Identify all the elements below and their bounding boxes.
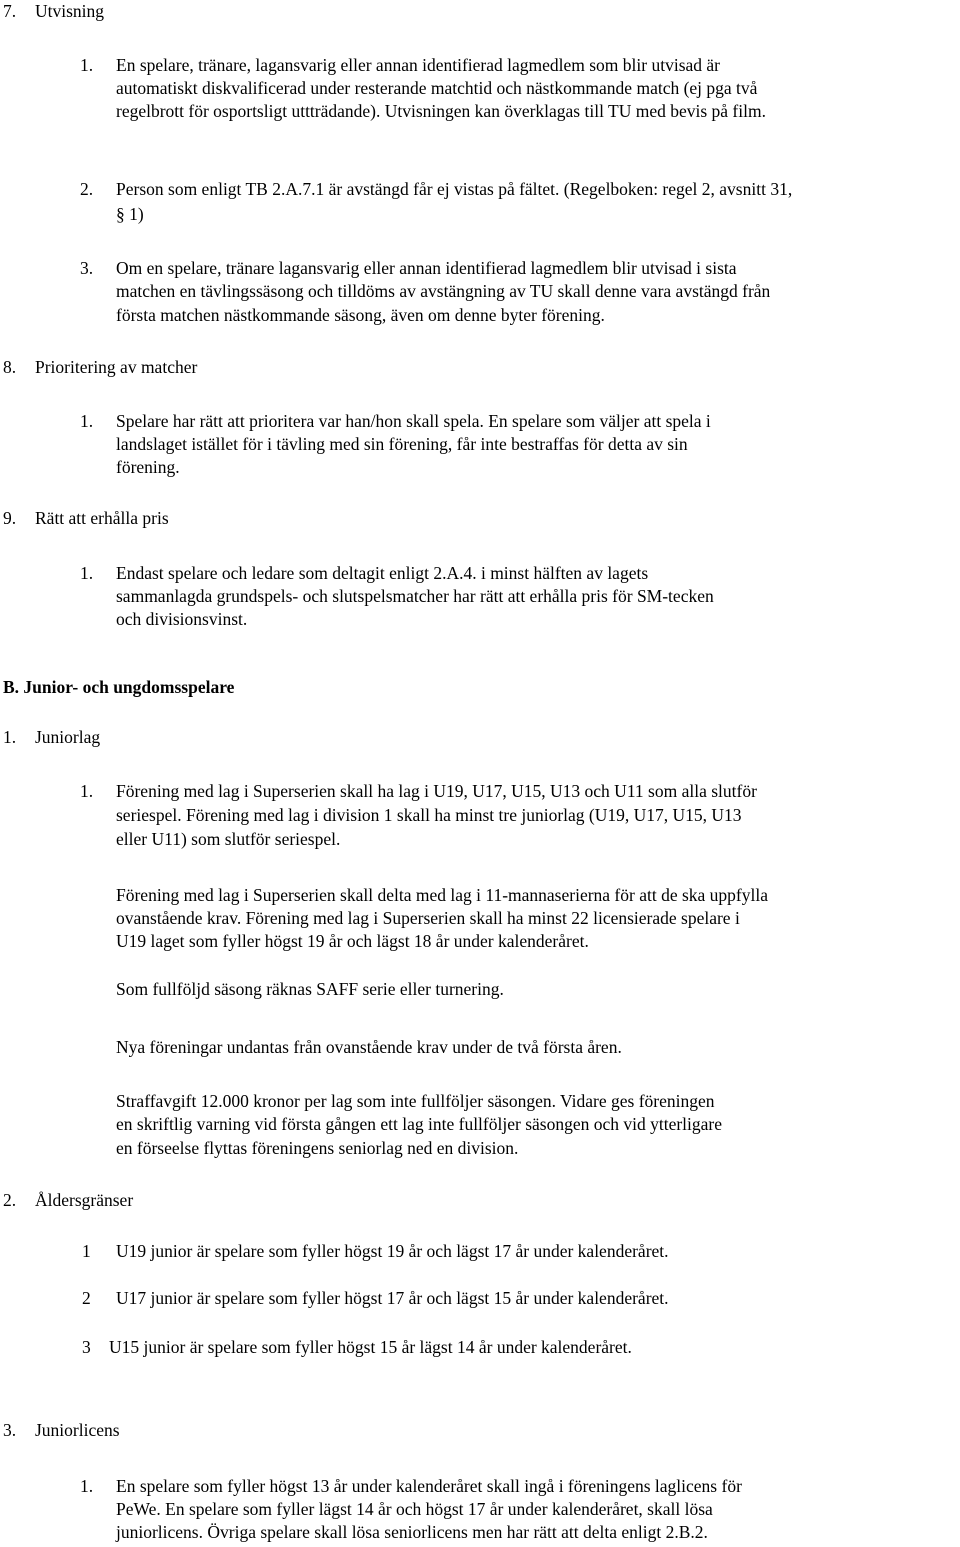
item-line: PeWe. En spelare som fyller lägst 14 år och högst 17 år under kalenderåret, skall lösa — [116, 1499, 713, 1519]
subsection-title: Åldersgränser — [35, 1190, 134, 1210]
subsection-title: Juniorlag — [35, 727, 101, 747]
item-number: 3 — [82, 1337, 91, 1357]
item-text: U15 junior är spelare som fyller högst 15 år lägst 14 år under kalenderåret. — [109, 1337, 632, 1357]
item-line: regelbrott för osportsligt uttträdande). Utvisningen kan överklagas till TU med bevis på film. — [116, 101, 766, 121]
section-number: 9. — [3, 508, 17, 528]
item-line: eller U11) som slutför seriespel. — [116, 829, 341, 849]
item-text: U17 junior är spelare som fyller högst 17 år och lägst 15 år under kalenderåret. — [116, 1288, 669, 1308]
section-title: Prioritering av matcher — [35, 357, 198, 377]
item-line: och divisionsvinst. — [116, 609, 248, 629]
item-line: juniorlicens. Övriga spelare skall lösa seniorlicens men har rätt att delta enligt 2.B.2. — [116, 1522, 708, 1542]
item-line: § 1) — [116, 204, 144, 224]
section-title: Rätt att erhålla pris — [35, 508, 169, 528]
item-line: Endast spelare och ledare som deltagit enligt 2.A.4. i minst hälften av lagets — [116, 563, 649, 583]
item-line: automatiskt diskvalificerad under resterande matchtid och nästkommande match (ej pga två — [116, 78, 758, 98]
item-number: 1. — [80, 55, 94, 75]
item-text: U19 junior är spelare som fyller högst 19 år och lägst 17 år under kalenderåret. — [116, 1241, 669, 1261]
item-line: matchen en tävlingssäsong och tilldöms av avstängning av TU skall denne vara avstängd från — [116, 281, 771, 301]
paragraph: Som fullföljd säsong räknas SAFF serie eller turnering. — [116, 979, 504, 999]
item-number: 1 — [82, 1241, 91, 1261]
item-number: 1. — [80, 1476, 94, 1496]
subsection-number: 3. — [3, 1420, 17, 1440]
item-line: Person som enligt TB 2.A.7.1 är avstängd får ej vistas på fältet. (Regelboken: regel 2, avsnitt 31, — [116, 179, 793, 199]
item-line: Förening med lag i Superserien skall ha lag i U19, U17, U15, U13 och U11 som alla slutför — [116, 781, 757, 801]
paragraph-line: U19 laget som fyller högst 19 år och lägst 18 år under kalenderåret. — [116, 931, 589, 951]
item-number: 1. — [80, 563, 94, 583]
section-b-heading: B. Junior- och ungdomsspelare — [3, 677, 235, 697]
paragraph-line: Straffavgift 12.000 kronor per lag som inte fullföljer säsongen. Vidare ges föreningen — [116, 1091, 715, 1111]
section-number: 8. — [3, 357, 17, 377]
section-title: Utvisning — [35, 1, 105, 21]
paragraph-line: Förening med lag i Superserien skall delta med lag i 11-mannaserierna för att de ska uppfylla — [116, 885, 768, 905]
subsection-number: 2. — [3, 1190, 17, 1210]
item-line: Om en spelare, tränare lagansvarig eller annan identifierad lagmedlem blir utvisad i sista — [116, 258, 737, 278]
subsection-title: Juniorlicens — [35, 1420, 120, 1440]
item-line: En spelare, tränare, lagansvarig eller annan identifierad lagmedlem som blir utvisad är — [116, 55, 720, 75]
item-line: seriespel. Förening med lag i division 1 skall ha minst tre juniorlag (U19, U17, U15, U13 — [116, 805, 742, 825]
item-line: En spelare som fyller högst 13 år under kalenderåret skall ingå i föreningens laglicens för — [116, 1476, 742, 1496]
item-number: 3. — [80, 258, 94, 278]
item-line: första matchen nästkommande säsong, även om denne byter förening. — [116, 305, 605, 325]
item-number: 2. — [80, 179, 94, 199]
paragraph-line: en skriftlig varning vid första gången ett lag inte fullföljer säsongen och vid ytterligare — [116, 1114, 723, 1134]
paragraph-line: ovanstående krav. Förening med lag i Superserien skall ha minst 22 licensierade spelare i — [116, 908, 740, 928]
subsection-number: 1. — [3, 727, 17, 747]
item-line: Spelare har rätt att prioritera var han/hon skall spela. En spelare som väljer att spela i — [116, 411, 711, 431]
paragraph-line: en förseelse flyttas föreningens seniorlag ned en division. — [116, 1138, 519, 1158]
item-number: 1. — [80, 411, 94, 431]
item-line: förening. — [116, 457, 180, 477]
item-number: 2 — [82, 1288, 91, 1308]
section-number: 7. — [3, 1, 17, 21]
item-number: 1. — [80, 781, 94, 801]
paragraph: Nya föreningar undantas från ovanstående krav under de två första åren. — [116, 1037, 622, 1057]
item-line: sammanlagda grundspels- och slutspelsmatcher har rätt att erhålla pris för SM-tecken — [116, 586, 714, 606]
item-line: landslaget istället för i tävling med sin förening, får inte bestraffas för detta av sin — [116, 434, 688, 454]
